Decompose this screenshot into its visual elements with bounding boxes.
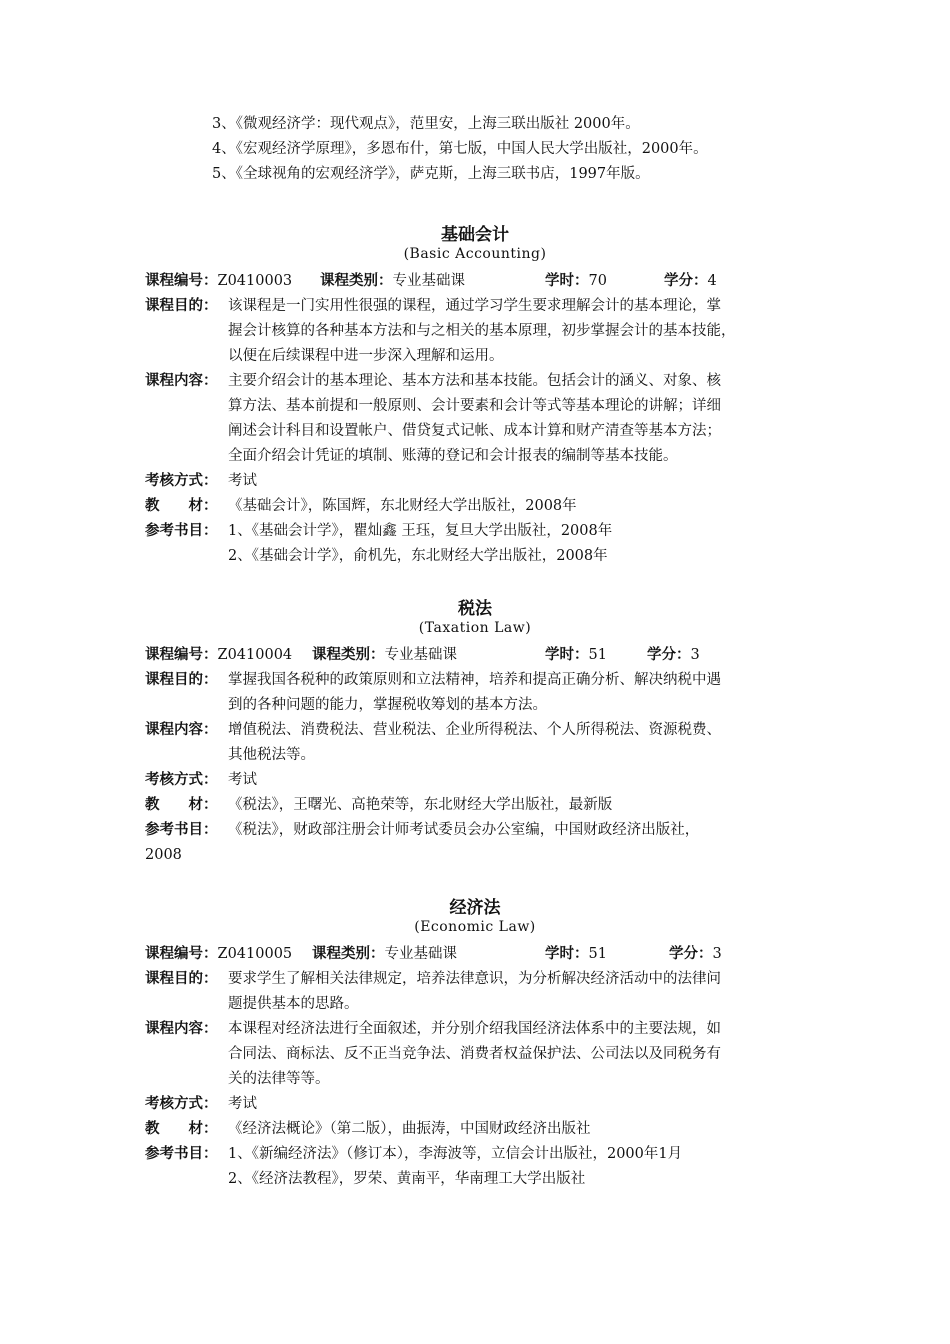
references-label: 参考书目：	[145, 523, 218, 539]
hours-field	[545, 270, 607, 292]
course-code: Z0410005	[217, 946, 293, 962]
purpose-label: 课程目的：	[145, 298, 218, 314]
hours-label: 学时：	[545, 273, 589, 289]
reference-item: 2008	[145, 847, 182, 863]
category-label: 课程类别：	[312, 647, 385, 663]
credits-label: 学分：	[664, 273, 708, 289]
hours-label: 学时：	[545, 647, 589, 663]
course-title: 税法	[458, 599, 492, 619]
credits-field	[669, 943, 722, 965]
hours-label: 学时：	[545, 946, 589, 962]
course-category: 专业基础课	[392, 273, 465, 289]
course-title: 经济法	[449, 898, 501, 918]
purpose-line: 握会计核算的各种基本方法和与之相关的基本原理，初步掌握会计的基本技能，	[228, 323, 736, 339]
purpose-line: 该课程是一门实用性很强的课程，通过学习学生要求理解会计的基本理论，掌	[228, 298, 721, 314]
assessment-label: 考核方式：	[145, 1096, 218, 1112]
code-label: 课程编号：	[145, 946, 218, 962]
course-code: Z0410004	[217, 647, 293, 663]
course-hours: 70	[588, 273, 607, 289]
course-meta-row	[145, 270, 292, 292]
textbook-value: 《经济法概论》（第二版），曲振涛，中国财政经济出版社	[228, 1121, 591, 1137]
course-english-title: (Taxation Law)	[418, 620, 532, 636]
course-meta-row	[145, 943, 292, 965]
course-credits: 3	[690, 647, 700, 663]
purpose-line: 题提供基本的思路。	[228, 996, 359, 1012]
content-line: 本课程对经济法进行全面叙述，并分别介绍我国经济法体系中的主要法规，如	[228, 1021, 721, 1037]
references-label: 参考书目：	[145, 1146, 218, 1162]
category-label: 课程类别：	[312, 946, 385, 962]
reference-item: 《税法》，财政部注册会计师考试委员会办公室编，中国财政经济出版社，	[228, 822, 700, 838]
references-label: 参考书目：	[145, 822, 218, 838]
course-meta-row	[145, 644, 292, 666]
reference-item: 2、《基础会计学》，俞机先，东北财经大学出版社，2008年	[228, 548, 608, 564]
credits-field	[664, 270, 717, 292]
category-label: 课程类别：	[320, 273, 393, 289]
content-line: 关的法律等等。	[228, 1071, 330, 1087]
code-label: 课程编号：	[145, 273, 218, 289]
reference-item: 2、《经济法教程》，罗荣、黄南平，华南理工大学出版社	[228, 1171, 586, 1187]
content-line: 其他税法等。	[228, 747, 315, 763]
content-line: 主要介绍会计的基本理论、基本方法和基本技能。包括会计的涵义、对象、核	[228, 373, 721, 389]
purpose-label: 课程目的：	[145, 971, 218, 987]
credits-field	[647, 644, 700, 666]
reference-item: 1、《基础会计学》，瞿灿鑫 王珏，复旦大学出版社，2008年	[228, 523, 613, 539]
intro-reference: 5、《全球视角的宏观经济学》，萨克斯，上海三联书店，1997年版。	[212, 166, 650, 182]
code-label: 课程编号：	[145, 647, 218, 663]
course-category: 专业基础课	[384, 946, 457, 962]
purpose-line: 要求学生了解相关法律规定，培养法律意识，为分析解决经济活动中的法律问	[228, 971, 721, 987]
intro-reference: 3、《微观经济学：现代观点》，范里安，上海三联出版社 2000年。	[212, 116, 640, 132]
credits-label: 学分：	[647, 647, 691, 663]
textbook-label: 教 材：	[145, 797, 218, 813]
hours-field	[545, 943, 607, 965]
textbook-label: 教 材：	[145, 498, 218, 514]
course-category: 专业基础课	[384, 647, 457, 663]
category-field	[312, 644, 457, 666]
content-label: 课程内容：	[145, 722, 218, 738]
content-label: 课程内容：	[145, 1021, 218, 1037]
purpose-line: 到的各种问题的能力，掌握税收筹划的基本方法。	[228, 697, 547, 713]
content-label: 课程内容：	[145, 373, 218, 389]
category-field	[320, 270, 465, 292]
course-hours: 51	[588, 647, 607, 663]
assessment-value: 考试	[228, 473, 257, 489]
textbook-label: 教 材：	[145, 1121, 218, 1137]
textbook-value: 《税法》，王曙光、高艳荣等，东北财经大学出版社，最新版	[228, 797, 613, 813]
reference-item: 1、《新编经济法》（修订本），李海波等，立信会计出版社，2000年1月	[228, 1146, 683, 1162]
course-credits: 3	[712, 946, 722, 962]
assessment-label: 考核方式：	[145, 473, 218, 489]
course-credits: 4	[707, 273, 717, 289]
content-line: 算方法、基本前提和一般原则、会计要素和会计等式等基本理论的讲解；详细	[228, 398, 721, 414]
course-code: Z0410003	[217, 273, 293, 289]
credits-label: 学分：	[669, 946, 713, 962]
content-line: 阐述会计科目和设置帐户、借贷复式记帐、成本计算和财产清查等基本方法；	[228, 423, 721, 439]
assessment-value: 考试	[228, 772, 257, 788]
assessment-value: 考试	[228, 1096, 257, 1112]
content-line: 增值税法、消费税法、营业税法、企业所得税法、个人所得税法、资源税费、	[228, 722, 721, 738]
course-title: 基础会计	[441, 225, 509, 245]
purpose-label: 课程目的：	[145, 672, 218, 688]
content-line: 合同法、商标法、反不正当竞争法、消费者权益保护法、公司法以及同税务有	[228, 1046, 721, 1062]
course-english-title: (Basic Accounting)	[403, 246, 547, 262]
content-line: 全面介绍会计凭证的填制、账薄的登记和会计报表的编制等基本技能。	[228, 448, 678, 464]
assessment-label: 考核方式：	[145, 772, 218, 788]
category-field	[312, 943, 457, 965]
intro-reference: 4、《宏观经济学原理》，多恩布什，第七版，中国人民大学出版社，2000年。	[212, 141, 708, 157]
course-english-title: (Economic Law)	[414, 919, 536, 935]
textbook-value: 《基础会计》，陈国辉，东北财经大学出版社，2008年	[228, 498, 577, 514]
course-hours: 51	[588, 946, 607, 962]
purpose-line: 掌握我国各税种的政策原则和立法精神，培养和提高正确分析、解决纳税中遇	[228, 672, 721, 688]
hours-field	[545, 644, 607, 666]
purpose-line: 以便在后续课程中进一步深入理解和运用。	[228, 348, 504, 364]
